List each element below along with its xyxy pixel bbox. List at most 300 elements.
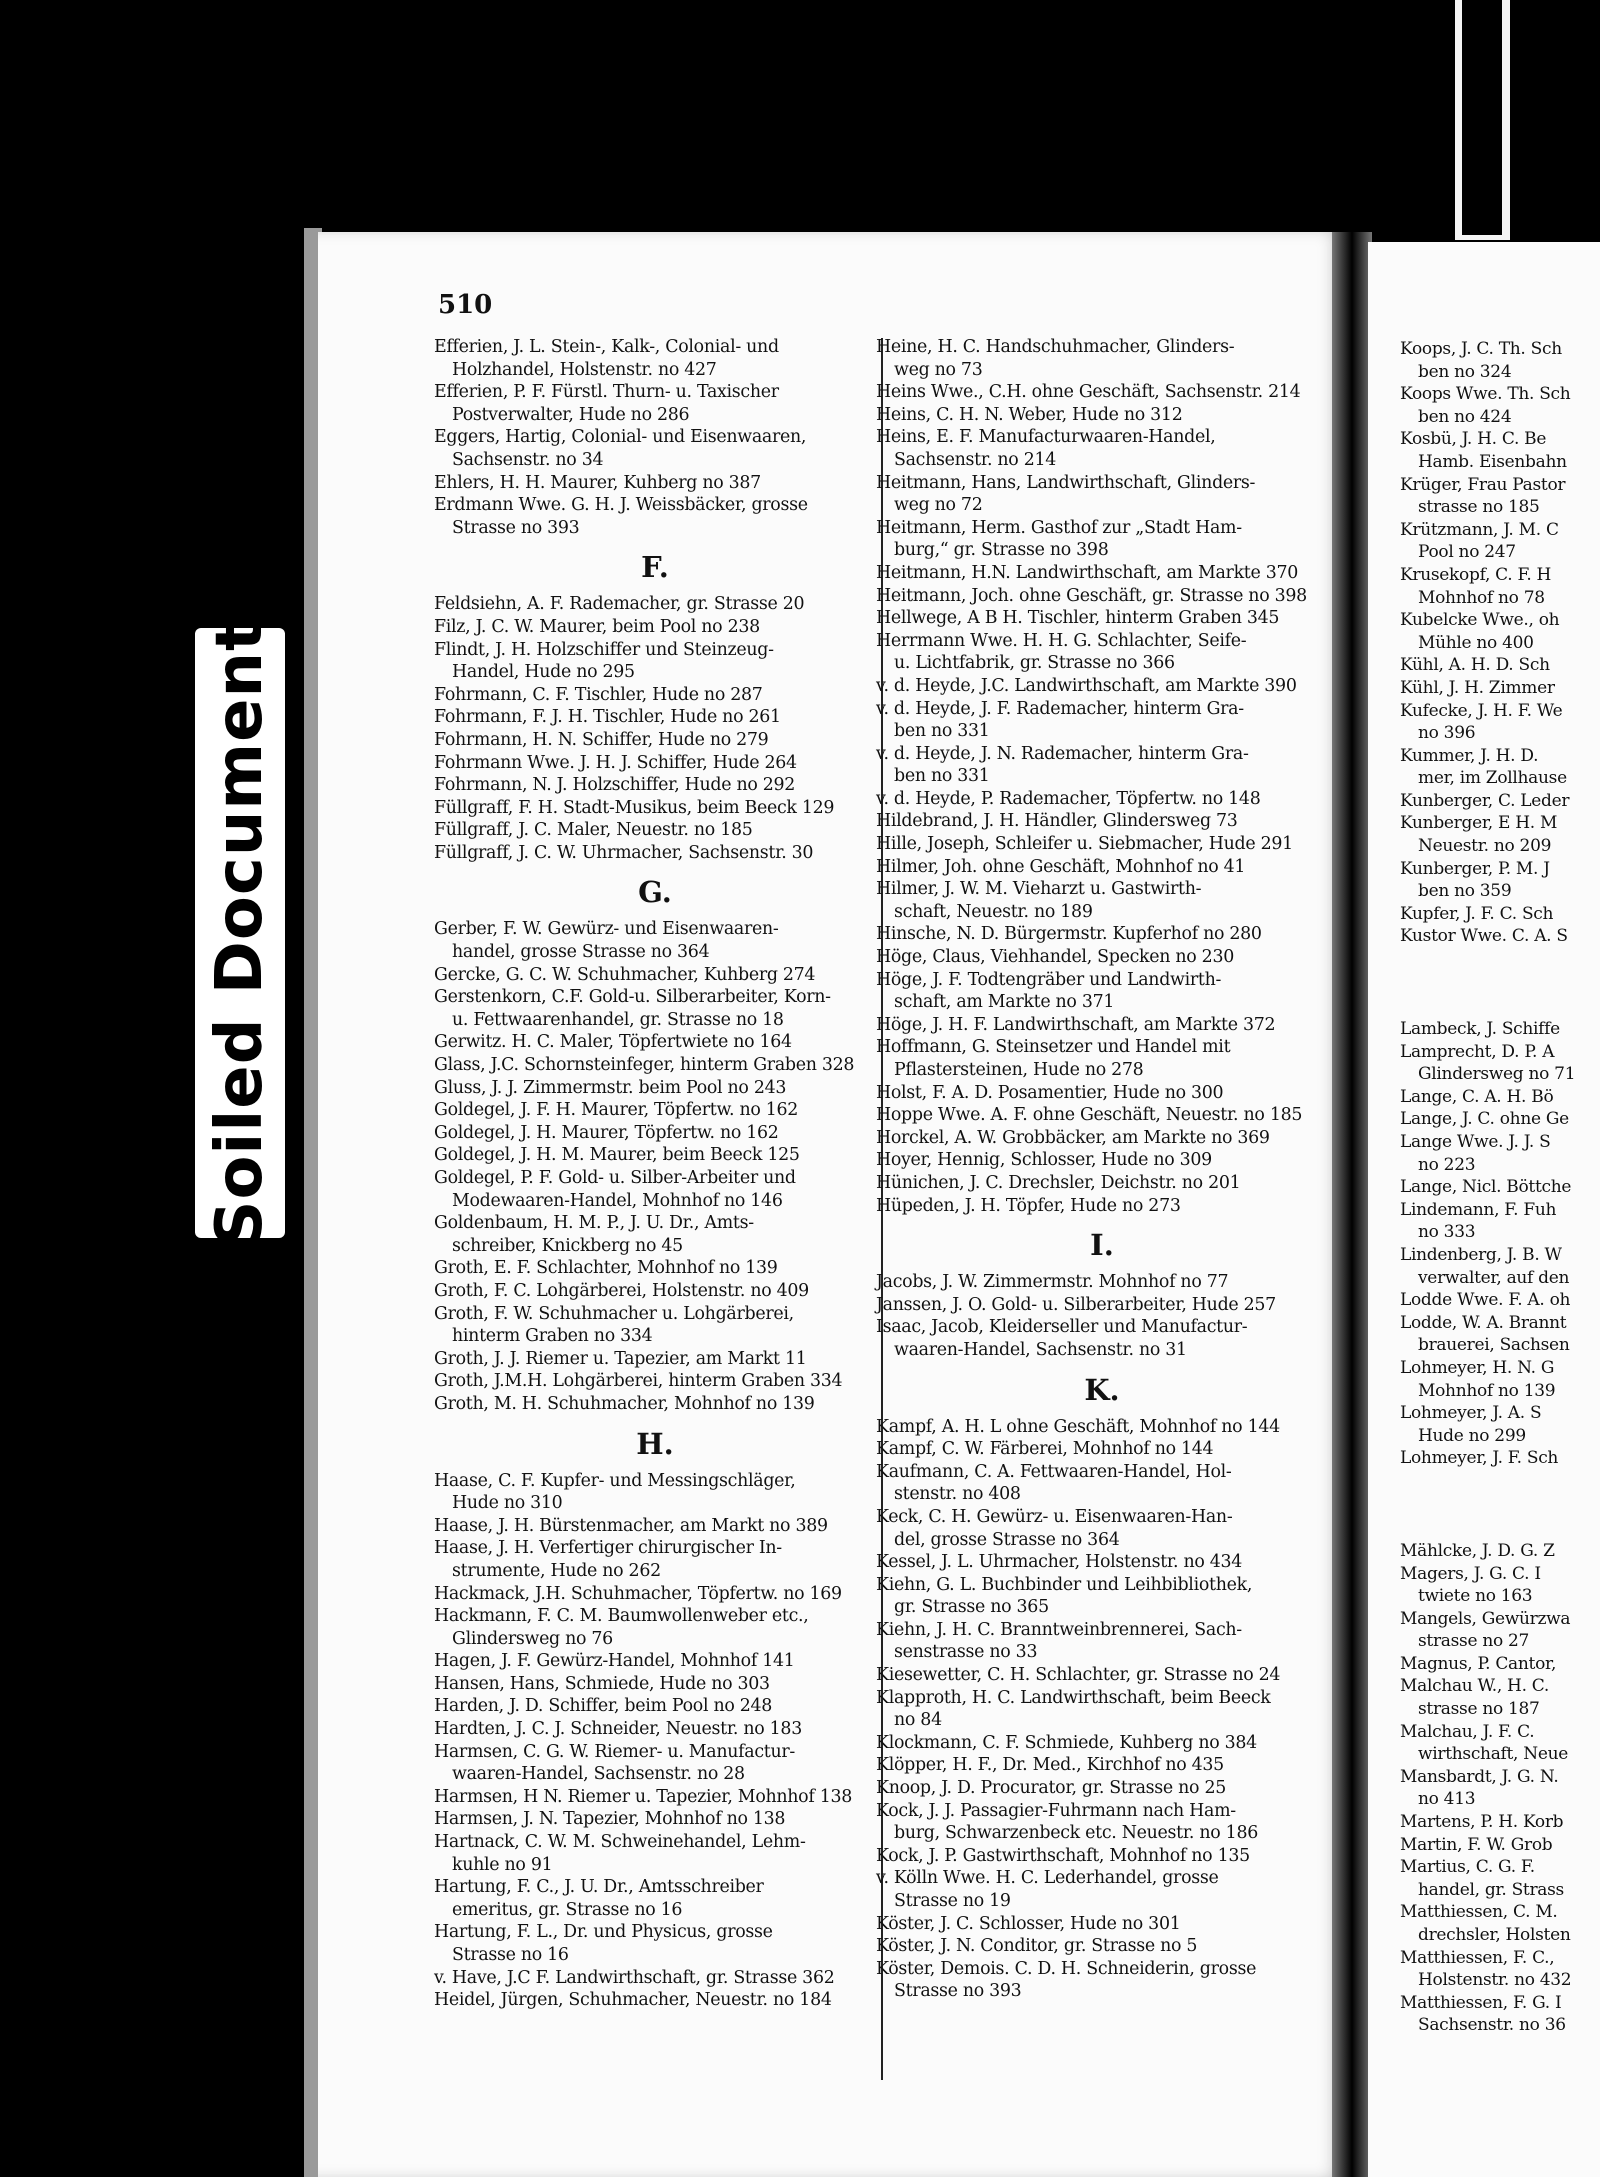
entry-line: Füllgraff, F. H. Stadt-Musikus, beim Beeck 129 [434,797,835,818]
directory-entry [876,562,1328,585]
directory-entry [876,381,1328,404]
directory-entry [434,639,876,684]
directory-entry [876,969,1328,1014]
entry-line: Goldegel, J. H. Maurer, Töpfertw. no 162 [434,1122,779,1143]
directory-entry [1400,1608,1600,1653]
entry-line: schaft, Neuestr. no 189 [894,901,1093,922]
entry-line: Martens, P. H. Korb [1400,1812,1564,1833]
entry-line: schaft, am Markte no 371 [894,992,1115,1013]
directory-entry [876,1014,1328,1037]
directory-entry [876,1149,1328,1172]
directory-entry [876,1754,1328,1777]
entry-line: v. d. Heyde, P. Rademacher, Töpfertw. no 148 [876,788,1261,809]
entry-line: weg no 73 [894,359,983,380]
directory-entry [1400,1540,1600,1563]
entry-line: Köster, Demois. C. D. H. Schneiderin, grosse [876,1958,1257,1979]
directory-entry [1400,1721,1600,1766]
entry-line: gr. Strasse no 365 [894,1597,1049,1618]
directory-entry [1400,1357,1600,1402]
directory-entry [434,819,876,842]
entry-line: Pflastersteinen, Hude no 278 [894,1060,1144,1080]
entry-line: Kupfer, J. F. C. Sch [1400,903,1554,924]
page-number: 510 [438,290,493,320]
directory-entry [434,1348,876,1371]
directory-entry [876,856,1328,879]
directory-entry [876,788,1328,811]
section-letter-heading: G. [638,875,672,910]
entry-line: wirthschaft, Neue [1418,1744,1569,1765]
directory-entry [1400,1041,1600,1086]
directory-entry [434,336,876,381]
entry-line: v. d. Heyde, J.C. Landwirthschaft, am Markte 390 [876,675,1297,696]
directory-entry [434,1077,876,1100]
entry-line: Füllgraff, J. C. W. Uhrmacher, Sachsenstr. 30 [434,842,814,863]
directory-entry [434,1122,876,1145]
entry-line: Kock, J. P. Gastwirthschaft, Mohnhof no 135 [876,1845,1250,1866]
directory-entry [1400,1563,1600,1608]
directory-entry [876,404,1328,427]
entry-line: Lindenberg, J. B. W [1400,1244,1562,1265]
directory-entry [434,1470,876,1515]
entry-line: Hellwege, A B H. Tischler, hinterm Graben 345 [876,608,1280,629]
directory-entry [434,1786,876,1809]
entry-line: Füllgraff, J. C. Maler, Neuestr. no 185 [434,820,753,841]
directory-entry [434,842,876,865]
directory-entry [876,675,1328,698]
entry-line: Groth, M. H. Schuhmacher, Mohnhof no 139 [434,1393,815,1414]
entry-line: Mohnhof no 78 [1418,587,1545,608]
directory-entry [1400,1856,1600,1901]
entry-line: Groth, J.M.H. Lohgärberei, hinterm Graben 334 [434,1371,843,1392]
entry-line: v. d. Heyde, J. F. Rademacher, hinterm Gra- [876,698,1244,719]
directory-entry [876,1416,1328,1439]
directory-entry [876,1777,1328,1800]
entry-line: Groth, J. J. Riemer u. Tapezier, am Markt 11 [434,1348,807,1369]
directory-entry [434,1280,876,1303]
entry-line: no 84 [894,1710,942,1731]
entry-line: Goldenbaum, H. M. P., J. U. Dr., Amts- [434,1213,754,1234]
entry-line: Kufecke, J. H. F. We [1400,700,1563,721]
entry-line: Holstenstr. no 432 [1418,1970,1572,1991]
entry-line: Horckel, A. W. Grobbäcker, am Markte no 369 [876,1127,1270,1148]
entry-line: Ehlers, H. H. Maurer, Kuhberg no 387 [434,472,761,493]
entry-line: Strasse no 393 [894,1981,1022,2002]
directory-entry [876,743,1328,788]
entry-line: Knoop, J. D. Procurator, gr. Strasse no 25 [876,1778,1226,1799]
entry-line: Hartnack, C. W. M. Schweinehandel, Lehm- [434,1832,806,1853]
entry-line: Hagen, J. F. Gewürz-Handel, Mohnhof 141 [434,1651,795,1672]
entry-line: Kubelcke Wwe., oh [1400,610,1560,631]
entry-line: Kunberger, C. Leder [1400,790,1570,811]
entry-line: Janssen, J. O. Gold- u. Silberarbeiter, Hude 257 [876,1294,1276,1315]
entry-line: Kessel, J. L. Uhrmacher, Holstenstr. no 434 [876,1552,1243,1573]
directory-entry [434,774,876,797]
entry-line: u. Lichtfabrik, gr. Strasse no 366 [894,653,1175,674]
directory-entry [876,517,1328,562]
section-gap [1400,948,1600,1018]
section-letter-heading: K. [1084,1372,1120,1407]
entry-line: Sachsenstr. no 214 [894,449,1057,470]
entry-line: Haase, C. F. Kupfer- und Messingschläger, [434,1470,796,1491]
entry-line: ben no 359 [1418,881,1512,902]
entry-line: v. Kölln Wwe. H. C. Lederhandel, grosse [876,1868,1219,1889]
top-edge-band [1462,0,1502,235]
entry-line: Pool no 247 [1418,542,1516,563]
directory-entry [1400,1244,1600,1289]
directory-entry [434,1921,876,1966]
directory-entry [1400,474,1600,519]
entry-line: Hoyer, Hennig, Schlosser, Hude no 309 [876,1150,1212,1171]
directory-entry [876,1438,1328,1461]
entry-line: Magnus, P. Cantor, [1400,1653,1557,1674]
directory-entry [434,1605,876,1650]
entry-line: Höge, J. H. F. Landwirthschaft, am Markte 372 [876,1014,1276,1035]
directory-entry [1400,1675,1600,1720]
directory-entry [434,1031,876,1054]
entry-line: Lodde, W. A. Brannt [1400,1312,1567,1333]
entry-line: Kaufmann, C. A. Fettwaaren-Handel, Hol- [876,1461,1232,1482]
section-letter-heading: I. [1090,1228,1114,1263]
entry-line: Heins, E. F. Manufacturwaaren-Handel, [876,427,1216,448]
directory-entry [434,684,876,707]
entry-line: Hude no 299 [1418,1425,1526,1446]
entry-line: Malchau W., H. C. [1400,1676,1549,1697]
entry-line: Fohrmann, C. F. Tischler, Hude no 287 [434,684,763,705]
entry-line: Harmsen, C. G. W. Riemer- u. Manufactur- [434,1741,795,1762]
entry-line: Hackmann, F. C. M. Baumwollenweber etc., [434,1606,809,1627]
entry-line: Kunberger, E H. M [1400,813,1558,834]
entry-line: v. Have, J.C F. Landwirthschaft, gr. Strasse 362 [434,1967,835,1988]
entry-line: Heitmann, H.N. Landwirthschaft, am Markte 370 [876,562,1299,583]
entry-line: Matthiessen, F. G. I [1400,1992,1562,2013]
entry-line: ben no 331 [894,721,990,742]
entry-line: Kampf, C. W. Färberei, Mohnhof no 144 [876,1439,1214,1460]
entry-line: Filz, J. C. W. Maurer, beim Pool no 238 [434,616,760,637]
entry-line: Krützmann, J. M. C [1400,519,1559,540]
directory-entry [876,1195,1328,1218]
directory-entry [876,1958,1328,2003]
directory-entry [876,1732,1328,1755]
entry-line: Hartung, F. C., J. U. Dr., Amtsschreiber [434,1877,764,1898]
entry-line: Matthiessen, C. M. [1400,1902,1558,1923]
directory-entry [1400,1901,1600,1946]
directory-entry [434,1673,876,1696]
entry-line: no 333 [1418,1222,1476,1243]
directory-entry [1400,1947,1600,1992]
entry-line: Strasse no 393 [452,517,580,538]
directory-entry [1400,1312,1600,1357]
entry-line: Efferien, P. F. Fürstl. Thurn- u. Taxischer [434,382,779,403]
entry-line: Kiehn, G. L. Buchbinder und Leihbibliothek, [876,1574,1253,1595]
entry-line: no 223 [1418,1154,1476,1175]
directory-entry [876,1271,1328,1294]
entry-line: Kunberger, P. M. J [1400,858,1550,879]
entry-line: Erdmann Wwe. G. H. J. Weissbäcker, grosse [434,495,808,516]
entry-line: Neuestr. no 209 [1418,836,1552,857]
entry-line: Harmsen, J. N. Tapezier, Mohnhof no 138 [434,1809,786,1830]
entry-line: Heine, H. C. Handschuhmacher, Glinders- [876,337,1235,357]
entry-line: Holst, F. A. D. Posamentier, Hude no 300 [876,1082,1224,1103]
directory-entry [434,1054,876,1077]
directory-entry [434,797,876,820]
entry-line: Haase, J. H. Verfertiger chirurgischer In- [434,1538,782,1559]
entry-line: Strasse no 16 [452,1945,569,1965]
directory-entry [434,1808,876,1831]
directory-entry [1400,1992,1600,2037]
entry-line: ben no 324 [1418,361,1512,382]
entry-line: Keck, C. H. Gewürz- u. Eisenwaaren-Han- [876,1506,1233,1527]
directory-entry [876,1845,1328,1868]
directory-entry [876,946,1328,969]
entry-line: Klockmann, C. F. Schmiede, Kuhberg no 384 [876,1732,1257,1753]
entry-line: Mühle no 400 [1418,632,1534,653]
directory-entry [1400,1653,1600,1676]
directory-entry [434,706,876,729]
entry-line: Strasse no 19 [894,1891,1011,1911]
entry-line: Mansbardt, J. G. N. [1400,1766,1559,1787]
entry-line: Hilmer, J. W. M. Vieharzt u. Gastwirth- [876,879,1202,900]
directory-entry [434,1989,876,2012]
directory-entry [1400,1176,1600,1199]
entry-line: no 396 [1418,723,1476,744]
entry-line: Eggers, Hartig, Colonial- und Eisenwaaren, [434,427,807,448]
entry-line: Goldegel, J. H. M. Maurer, beim Beeck 125 [434,1145,800,1166]
entry-line: Kosbü, J. H. C. Be [1400,429,1547,450]
entry-line: Hamb. Eisenbahn [1418,451,1567,472]
directory-entry [1400,677,1600,700]
entry-line: Koops Wwe. Th. Sch [1400,384,1571,405]
entry-line: Lamprecht, D. P. A [1400,1041,1555,1062]
entry-line: kuhle no 91 [452,1854,553,1875]
directory-entry [876,607,1328,630]
directory-entry [1400,519,1600,564]
entry-line: Lindemann, F. Fuh [1400,1199,1557,1220]
entry-line: Kampf, A. H. L ohne Geschäft, Mohnhof no 144 [876,1416,1280,1437]
entry-line: Hilmer, Joh. ohne Geschäft, Mohnhof no 41 [876,856,1246,877]
entry-line: Hoppe Wwe. A. F. ohne Geschäft, Neuestr. no 185 [876,1105,1303,1126]
directory-entry [876,1104,1328,1127]
entry-line: Kustor Wwe. C. A. S [1400,926,1568,947]
entry-line: Kühl, J. H. Zimmer [1400,677,1555,698]
directory-entry [434,616,876,639]
directory-entry [434,494,876,539]
directory-entry [434,1167,876,1212]
entry-line: ben no 331 [894,766,990,787]
entry-line: Efferien, J. L. Stein-, Kalk-, Colonial- und [434,337,779,357]
directory-entry [434,1876,876,1921]
entry-line: handel, gr. Strass [1418,1879,1564,1900]
directory-entry [1400,383,1600,428]
entry-line: v. d. Heyde, J. N. Rademacher, hinterm Gra- [876,743,1249,764]
directory-entry [1400,858,1600,903]
directory-entry [434,1741,876,1786]
entry-line: brauerei, Sachsen [1418,1335,1570,1356]
entry-line: twiete no 163 [1418,1586,1533,1607]
directory-entry [876,1036,1328,1081]
directory-entry [1400,654,1600,677]
directory-entry [876,1687,1328,1732]
entry-line: ben no 424 [1418,406,1512,427]
section-letter-heading: F. [641,550,669,585]
entry-line: waaren-Handel, Sachsenstr. no 28 [452,1764,745,1785]
entry-line: Heitmann, Joch. ohne Geschäft, gr. Strasse no 398 [876,585,1307,606]
entry-line: Köster, J. C. Schlosser, Hude no 301 [876,1913,1181,1934]
entry-line: Mählcke, J. D. G. Z [1400,1540,1555,1561]
directory-entry [1400,1289,1600,1312]
entry-line: drechsler, Holsten [1418,1925,1571,1945]
book-gutter [1332,232,1372,2177]
directory-entry [876,1127,1328,1150]
directory-entry [434,1515,876,1538]
directory-entry [1400,1199,1600,1244]
directory-entry [876,630,1328,675]
directory-entry [434,729,876,752]
entry-line: u. Fettwaarenhandel, gr. Strasse no 18 [452,1009,784,1030]
entry-line: Herrmann Wwe. H. H. G. Schlachter, Seife- [876,630,1247,651]
directory-entry [434,426,876,471]
entry-line: Lohmeyer, H. N. G [1400,1357,1555,1378]
entry-line: handel, grosse Strasse no 364 [452,942,710,963]
entry-line: Klapproth, H. C. Landwirthschaft, beim Beeck [876,1687,1271,1708]
entry-line: Gluss, J. J. Zimmermstr. beim Pool no 243 [434,1077,787,1098]
entry-line: Lodde Wwe. F. A. oh [1400,1290,1571,1311]
entry-line: Fohrmann, H. N. Schiffer, Hude no 279 [434,729,769,750]
directory-entry [1400,1766,1600,1811]
directory-entry [1400,1811,1600,1834]
directory-entry [434,381,876,426]
entry-line: Mohnhof no 139 [1418,1380,1556,1401]
directory-entry [1400,1131,1600,1176]
entry-line: Malchau, J. F. C. [1400,1721,1535,1742]
directory-entry [434,1537,876,1582]
directory-entry [1400,700,1600,745]
entry-line: no 413 [1418,1789,1476,1810]
entry-line: Kummer, J. H. D. [1400,745,1539,766]
directory-entry [434,752,876,775]
entry-line: Heins Wwe., C.H. ohne Geschäft, Sachsenstr. 214 [876,382,1301,403]
directory-entry [876,585,1328,608]
entry-line: hinterm Graben no 334 [452,1326,653,1347]
entry-line: Glindersweg no 76 [452,1628,613,1649]
section-letter-heading: H. [636,1426,674,1461]
entry-line: Klöpper, H. F., Dr. Med., Kirchhof no 435 [876,1755,1224,1776]
entry-line: Hude no 310 [452,1493,563,1514]
entry-line: Flindt, J. H. Holzschiffer und Steinzeug- [434,639,774,660]
directory-entry [876,923,1328,946]
directory-entry [876,1867,1328,1912]
entry-line: Kiehn, J. H. C. Branntweinbrennerei, Sach- [876,1619,1242,1640]
directory-entry [1400,903,1600,926]
entry-line: Matthiessen, F. C., [1400,1947,1555,1968]
entry-line: Jacobs, J. W. Zimmermstr. Mohnhof no 77 [876,1272,1229,1293]
entry-line: schreiber, Knickberg no 45 [452,1235,683,1256]
directory-entry [434,1257,876,1280]
directory-entry [876,1935,1328,1958]
entry-line: Lange, Nicl. Böttche [1400,1177,1572,1198]
directory-entry [1400,564,1600,609]
directory-entry [434,1718,876,1741]
entry-line: emeritus, gr. Strasse no 16 [452,1899,683,1920]
entry-line: Lohmeyer, J. A. S [1400,1403,1542,1424]
entry-line: Lambeck, J. Schiffe [1400,1019,1560,1040]
entry-line: Glindersweg no 71 [1418,1064,1576,1085]
entry-line: Harden, J. D. Schiffer, beim Pool no 248 [434,1696,773,1717]
directory-entry [1400,790,1600,813]
entry-line: Heins, C. H. N. Weber, Hude no 312 [876,404,1183,425]
entry-line: burg, Schwarzenbeck etc. Neuestr. no 186 [894,1823,1258,1844]
directory-entry [876,1574,1328,1619]
soiled-document-label [195,619,285,1247]
entry-line: strasse no 187 [1418,1699,1540,1720]
directory-entry [434,1393,876,1416]
directory-entry [1400,1834,1600,1857]
directory-entry [434,1370,876,1393]
directory-entry [1400,1018,1600,1041]
directory-entry [434,1212,876,1257]
directory-entry [876,1913,1328,1936]
entry-line: Fohrmann, F. J. H. Tischler, Hude no 261 [434,707,781,728]
entry-line: Krüger, Frau Pastor [1400,474,1566,495]
entry-line: Hinsche, N. D. Bürgermstr. Kupferhof no 280 [876,924,1262,945]
middle-column [876,336,1328,2003]
directory-entry [434,1695,876,1718]
entry-line: Höge, Claus, Viehhandel, Specken no 230 [876,947,1234,968]
entry-line: Köster, J. N. Conditor, gr. Strasse no 5 [876,1936,1198,1957]
entry-line: Lange, C. A. H. Bö [1400,1086,1554,1107]
section-gap [1400,1470,1600,1540]
entry-line: Goldegel, P. F. Gold- u. Silber-Arbeiter und [434,1168,796,1188]
directory-entry [1400,428,1600,473]
entry-line: Kock, J. J. Passagier-Fuhrmann nach Ham- [876,1800,1236,1821]
directory-entry [434,986,876,1031]
entry-line: Haase, J. H. Bürstenmacher, am Markt no 389 [434,1515,828,1536]
directory-entry [434,1650,876,1673]
entry-line: weg no 72 [894,495,983,516]
entry-line: Gercke, G. C. W. Schuhmacher, Kuhberg 274 [434,964,816,985]
entry-line: strasse no 27 [1418,1631,1530,1652]
directory-entry [876,1294,1328,1317]
directory-entry [876,1619,1328,1664]
directory-entry [434,918,876,963]
entry-line: stenstr. no 408 [894,1484,1021,1505]
entry-line: Modewaaren-Handel, Mohnhof no 146 [452,1190,783,1211]
entry-line: Gerber, F. W. Gewürz- und Eisenwaaren- [434,919,779,940]
directory-entry [1400,745,1600,790]
directory-entry [876,1172,1328,1195]
entry-line: Sachsenstr. no 36 [1418,2015,1566,2036]
entry-line: Heidel, Jürgen, Schuhmacher, Neuestr. no 184 [434,1990,832,2011]
directory-entry [876,1800,1328,1845]
directory-entry [434,1831,876,1876]
directory-entry [1400,1086,1600,1109]
entry-line: Lange, J. C. ohne Ge [1400,1109,1569,1130]
directory-entry [434,1967,876,1990]
entry-line: Heitmann, Herm. Gasthof zur „Stadt Ham- [876,517,1242,538]
entry-line: Hildebrand, J. H. Händler, Glindersweg 73 [876,811,1238,832]
entry-line: Groth, E. F. Schlachter, Mohnhof no 139 [434,1258,778,1279]
directory-entry [876,1461,1328,1506]
directory-entry [1400,609,1600,654]
entry-line: Hünichen, J. C. Drechsler, Deichstr. no 201 [876,1172,1241,1193]
entry-line: verwalter, auf den [1418,1267,1570,1288]
directory-entry [434,1583,876,1606]
entry-line: Mangels, Gewürzwa [1400,1608,1571,1629]
directory-entry [1400,925,1600,948]
directory-entry [434,472,876,495]
directory-entry [434,1144,876,1167]
directory-entry [876,1551,1328,1574]
entry-line: Glass, J.C. Schornsteinfeger, hinterm Graben 328 [434,1055,855,1076]
